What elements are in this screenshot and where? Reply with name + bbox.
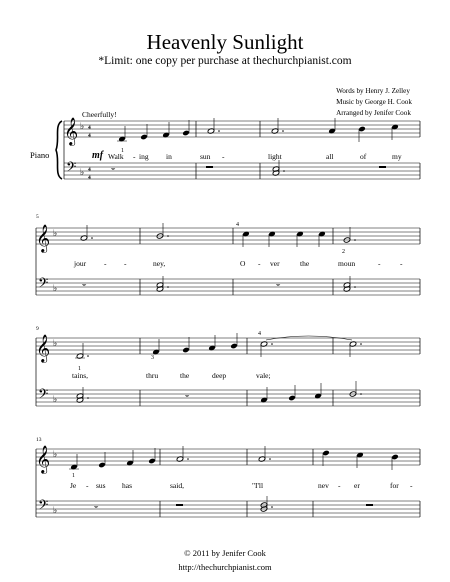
credit-words: Words by Henry J. Zelley xyxy=(336,87,410,95)
lyrics-line-3 xyxy=(72,371,271,380)
bass-notes xyxy=(82,276,356,294)
flat-icon: ♭ xyxy=(53,450,58,460)
page-title: Heavenly Sunlight xyxy=(146,30,304,54)
bass-clef-icon: 𝄢 xyxy=(66,159,77,178)
lyric: light xyxy=(268,152,282,161)
lyric: jour xyxy=(74,259,87,268)
lyric: - xyxy=(378,259,381,268)
fingering: 2 xyxy=(342,249,345,255)
lyrics-line-2 xyxy=(73,259,403,268)
lyric: - xyxy=(104,259,107,268)
lyric: - xyxy=(258,259,261,268)
lyric: moun xyxy=(338,259,356,268)
fingering: 3 xyxy=(151,355,154,361)
treble-notes xyxy=(80,223,356,247)
treble-clef-icon: 𝄞 xyxy=(36,445,51,473)
lyric: - xyxy=(86,481,89,490)
lyric: sus xyxy=(96,481,106,490)
bass-clef-icon: 𝄢 xyxy=(38,497,49,516)
dynamic-marking: mf xyxy=(92,150,104,161)
lyric: - xyxy=(400,259,403,268)
treble-staff xyxy=(64,121,420,137)
barlines xyxy=(36,228,420,295)
system-2 xyxy=(36,214,420,295)
copyright: © 2011 by Jenifer Cook xyxy=(184,548,266,558)
fingering: 4 xyxy=(236,222,239,228)
lyric: ver xyxy=(270,259,280,268)
system-1 xyxy=(30,110,420,181)
treble-clef-icon: 𝄞 xyxy=(36,334,51,362)
lyric: deep xyxy=(212,371,227,380)
time-signature-top: 4 xyxy=(88,167,91,173)
lyric: - xyxy=(124,259,127,268)
flat-icon: ♭ xyxy=(53,506,58,516)
flat-icon: ♭ xyxy=(80,122,85,132)
bass-notes xyxy=(111,160,386,178)
whole-rest-icon: 𝄻 xyxy=(276,281,281,294)
time-signature-bottom: 4 xyxy=(88,133,91,139)
website-link[interactable]: http://thechurchpianist.com xyxy=(178,562,272,572)
lyric: Je xyxy=(70,481,77,490)
time-signature-top: 4 xyxy=(88,125,91,131)
lyric: - xyxy=(222,152,225,161)
half-rest-icon xyxy=(366,504,373,506)
time-signature-bottom: 4 xyxy=(88,175,91,181)
lyric: has xyxy=(122,481,132,490)
flat-icon: ♭ xyxy=(80,168,85,178)
instrument-label: Piano xyxy=(30,150,50,160)
bass-staff xyxy=(36,390,420,406)
lyric: Walk xyxy=(108,152,124,161)
whole-rest-icon: 𝄻 xyxy=(185,392,190,405)
treble-staff xyxy=(36,338,420,354)
grand-staff-brace xyxy=(56,121,62,179)
tempo-marking: Cheerfully! xyxy=(82,110,117,119)
system-3 xyxy=(36,326,420,406)
barlines xyxy=(36,338,420,406)
lyric: tains, xyxy=(72,371,89,380)
lyric: for xyxy=(390,481,399,490)
lyric: said, xyxy=(170,481,184,490)
whole-rest-icon: 𝄻 xyxy=(82,281,87,294)
bass-staff xyxy=(64,163,420,179)
page-subtitle: *Limit: one copy per purchase at thechurchpianist.com xyxy=(98,55,352,67)
fingering: 1 xyxy=(72,473,75,479)
fingering: 1 xyxy=(121,148,124,154)
lyric: er xyxy=(354,481,360,490)
lyric: sun xyxy=(200,152,211,161)
flat-icon: ♭ xyxy=(53,284,58,294)
treble-notes xyxy=(117,118,399,142)
treble-staff xyxy=(36,228,420,244)
lyric: thru xyxy=(146,371,159,380)
lyric: of xyxy=(360,152,367,161)
whole-rest-icon: 𝄻 xyxy=(111,165,116,178)
measure-number: 13 xyxy=(36,437,42,443)
half-rest-icon xyxy=(176,504,183,506)
measure-number: 9 xyxy=(36,326,39,332)
fingering: 4 xyxy=(258,331,261,337)
credit-music: Music by George H. Cook xyxy=(336,98,412,106)
treble-clef-icon: 𝄞 xyxy=(36,224,51,252)
system-4 xyxy=(36,437,420,517)
treble-clef-icon: 𝄞 xyxy=(64,117,79,145)
lyric: the xyxy=(300,259,310,268)
lyric: vale; xyxy=(256,371,271,380)
half-rest-icon xyxy=(206,166,213,168)
bass-clef-icon: 𝄢 xyxy=(38,275,49,294)
credit-arranged: Arranged by Jenifer Cook xyxy=(336,109,411,117)
lyric: my xyxy=(392,152,402,161)
lyrics-line-1 xyxy=(108,152,402,161)
bass-staff xyxy=(36,279,420,295)
lyric: "I'll xyxy=(252,481,264,490)
lyric: ney, xyxy=(153,259,166,268)
flat-icon: ♭ xyxy=(53,339,58,349)
bass-notes xyxy=(76,381,362,405)
flat-icon: ♭ xyxy=(53,395,58,405)
lyric: ing xyxy=(139,152,149,161)
treble-notes xyxy=(69,446,399,470)
whole-rest-icon: 𝄻 xyxy=(94,503,99,516)
flat-icon: ♭ xyxy=(53,229,58,239)
lyric: in xyxy=(166,152,172,161)
lyric: - xyxy=(338,481,341,490)
measure-number: 5 xyxy=(36,214,39,220)
lyric: all xyxy=(326,152,334,161)
treble-staff xyxy=(36,449,420,465)
fingering: 1 xyxy=(78,366,81,372)
bass-clef-icon: 𝄢 xyxy=(38,386,49,405)
lyrics-line-4 xyxy=(70,481,413,490)
lyric: O xyxy=(240,259,246,268)
barlines xyxy=(64,121,420,179)
half-rest-icon xyxy=(379,166,386,168)
lyric: nev xyxy=(318,481,329,490)
lyric: - xyxy=(133,152,136,161)
lyric: - xyxy=(410,481,413,490)
lyric: the xyxy=(180,371,190,380)
